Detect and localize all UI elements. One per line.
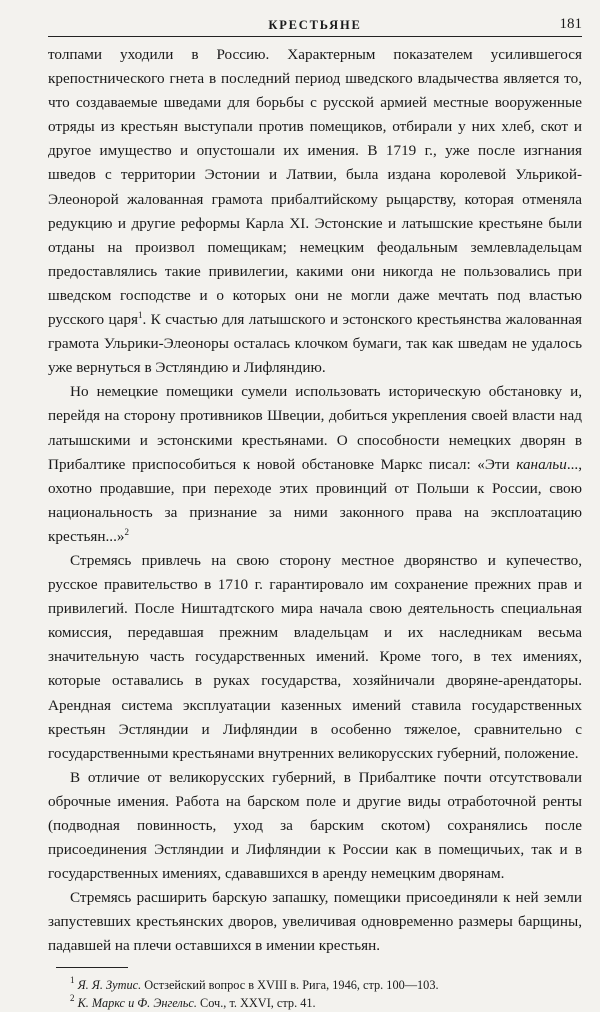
footnote-2: $^2$ К. Маркс и Ф. Энгельс. Соч., т. XXVI, стр. 41. [70, 992, 316, 1010]
quote-italic: канальи [516, 455, 567, 473]
footnote-divider [56, 967, 128, 968]
paragraph-5: Стремясь расширить барскую запашку, помещики присоединяли к ней земли запустевших крестьянских дворов, увеличивая одновременно размеры барщины, падавшей на плечи оставшихся в имении крестьян. [48, 889, 582, 955]
footnote-ref-1[interactable]: 1 [137, 310, 143, 321]
footnote-ref-2[interactable]: 2 [124, 526, 129, 537]
paragraph-3: Стремясь привлечь на свою сторону местное дворянство и купечество, русское правительство в 1710 г. гарантировало им сохранение прежних прав и привилегий. После Ништадтского мира начала свою деятельность специальная комиссия, передавшая прежним владельцам и их наследникам весьма значительную часть государственных имений. Кроме того, в тех имениях, которые оставались в руках государства, хозяйничали дворяне-арендаторы. Арендная система эксплуатации казенных имений ставила государственных крестьян Эстляндии и Лифляндии в особенно тяжелое, сравнительно с государственными крестьянами внутренних великорусских губерний, положение. [48, 551, 582, 762]
running-header [48, 12, 582, 37]
footnotes [48, 967, 582, 1012]
body-text [48, 43, 582, 959]
running-title: КРЕСТЬЯНЕ [268, 18, 362, 32]
paragraph-4: В отличие от великорусских губерний, в Прибалтике почти отсутствовали оброчные имения. Работа на барском поле и другие виды отработочной ренты (подводная повинность, уход за барским скотом) сохранялись после присоединения Эстляндии и Лифляндии к России как в помещичьих, так и в государственных имениях, сдававшихся в аренду немецким дворянам. [48, 768, 582, 883]
paragraph-1: толпами уходили в Россию. Характерным показателем усилившегося крепостнического гнета в последний период шведского владычества является то, что создаваемые шведами для борьбы с русской армией местные вооруженные отряды из крестьян выступали против помещиков, отбирали у них хлеб, скот и другое имущество и опустошали их имения. В 1719 г., уже после изгнания шведов с территории Эстонии и Латвии, была издана королевой Ульрикой-Элеонорой жалованная грамота прибалтийскому рыцарству, которая отменяла редукцию и другие реформы Карла XI. Эстонские и латышские крестьяне были отданы на произвол помещикам; немецким феодальным землевладельцам предоставлялись такие привилегии, какими они никогда не пользовались при шведском господстве и о которых они не могли даже мечтать под властью русского царя$^1$. К счастью для латышского и эстонского крестьянства жалованная грамота Ульрики-Элеоноры осталась клочком бумаги, так как шведам не удалось уже вернуться в Эстляндию и Лифляндию. [48, 46, 582, 377]
paragraph-2: Но немецкие помещики сумели использовать историческую обстановку и, перейдя на сторону противников Швеции, добиться укрепления своей власти над латышскими и эстонскими крестьянами. О способности немецких дворян в Прибалтике приспособиться к новой обстановке Маркс писал: «Эти канальи..., охотно продавшие, при переходе этих провинций от Польши к России, свою национальность за признание за ними законного права на эксплоатацию крестьян...»$^2$ [48, 383, 582, 545]
footnote-1: $^1$ Я. Я. Зутис. Остзейский вопрос в XVIII в. Рига, 1946, стр. 100—103. [70, 974, 439, 992]
book-page [48, 12, 582, 1012]
page-number: 181 [559, 16, 582, 32]
